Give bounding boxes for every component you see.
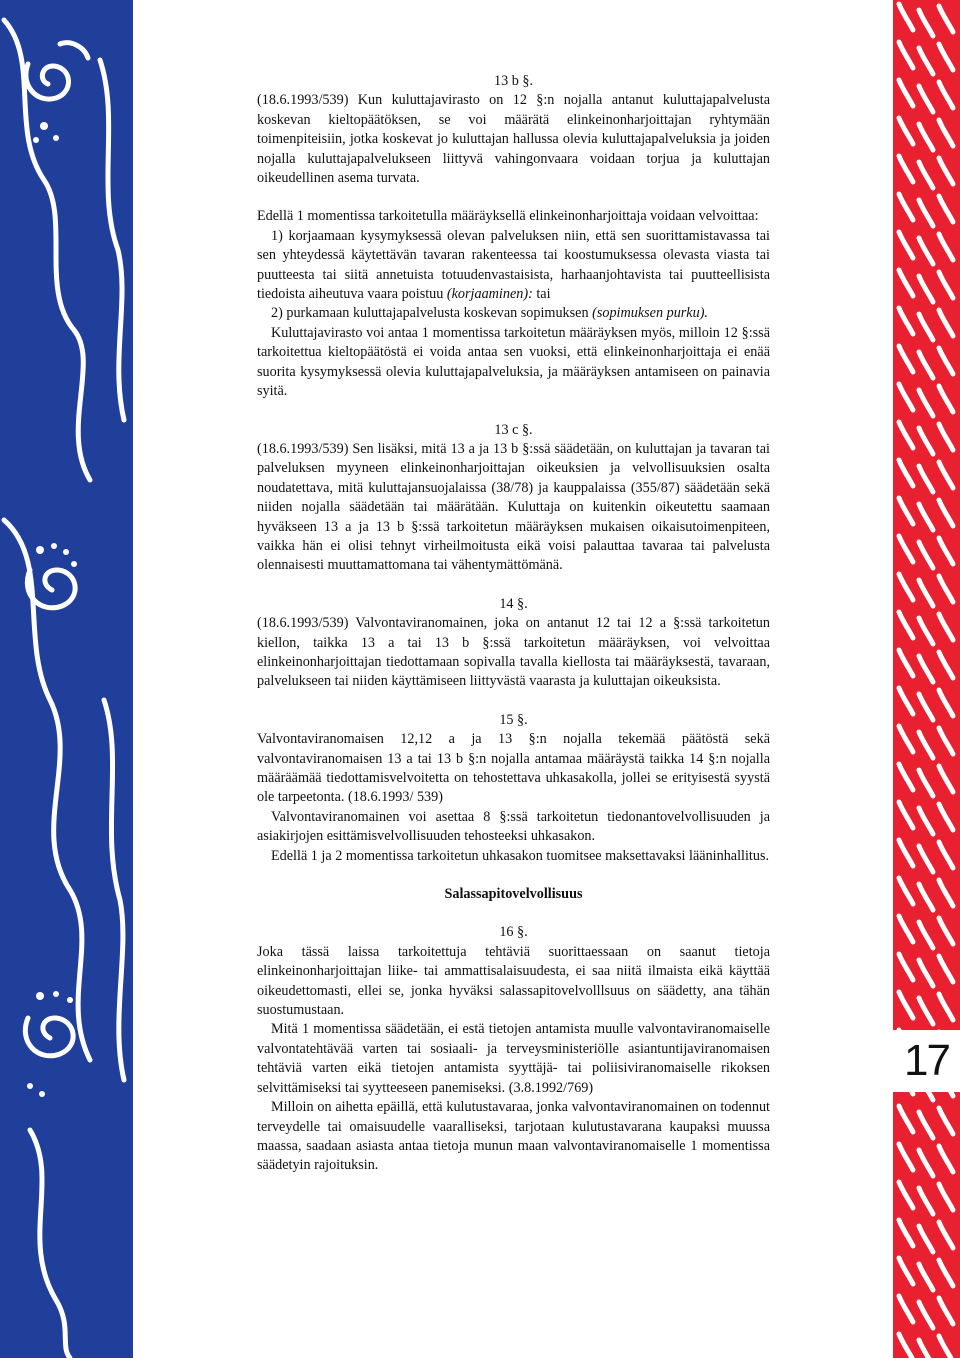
document-body (257, 72, 770, 1176)
stroke-mark (919, 1340, 933, 1358)
stroke-mark (939, 842, 953, 868)
stroke-mark (939, 348, 953, 374)
section-title-13b: 13 b §. (493, 73, 533, 89)
stroke-mark (919, 846, 933, 872)
stroke-mark (919, 542, 933, 568)
stroke-mark (919, 124, 933, 150)
stroke-mark (899, 1182, 913, 1208)
stroke-mark (899, 346, 913, 372)
stroke-mark (919, 1302, 933, 1328)
stroke-mark (899, 764, 913, 790)
stroke-mark (919, 162, 933, 188)
right-decorative-band (893, 0, 960, 1358)
stroke-mark (919, 86, 933, 112)
stroke-mark (939, 1298, 953, 1324)
stroke-mark (899, 232, 913, 258)
stroke-mark (899, 536, 913, 562)
stroke-mark (899, 422, 913, 448)
stroke-mark (919, 960, 933, 986)
stroke-mark (919, 732, 933, 758)
stroke-mark (899, 156, 913, 182)
section-title-16: 16 §. (499, 924, 528, 941)
stroke-mark (919, 884, 933, 910)
list-item (257, 304, 770, 323)
stroke-mark (939, 120, 953, 146)
stroke-mark (939, 880, 953, 906)
stroke-mark (899, 612, 913, 638)
stroke-mark (899, 1296, 913, 1322)
stroke-mark (899, 878, 913, 904)
paragraph: Kuluttajavirasto voi antaa 1 momentissa tarkoitetun määräyksen myös, milloin 12 §:ssä tarkoitettua kieltopäätöstä ei voida antaa sen vuoksi, että elinkeinonharjoittaja ei enää suorita kysymyksessä olevia kuluttajapalveluksia, ja määräyksen antamiseen on painavia syitä. (257, 324, 770, 400)
stroke-mark (899, 688, 913, 714)
stroke-mark (939, 6, 953, 32)
stroke-mark (939, 538, 953, 564)
stroke-mark (899, 1258, 913, 1284)
stroke-mark (939, 576, 953, 602)
stroke-mark (919, 656, 933, 682)
italic-term: (korjaaminen): (446, 286, 533, 303)
paragraph: (18.6.1993/539) Kun kuluttajavirasto on 12 §:n nojalla antanut kuluttajapalvelusta koskevan kieltopäätöksen, se voi määrätä elinkeinonharjoittajan ryhtymään toimenpiteisiin, jotka koskevat jo kuluttajan hallussa olevia kuluttajapalveluksia ja joiden nojalla kuluttajapalvelukseen liittyvä vahingonvaara voidaan torjua ja kuluttajan oikeudellinen asema turvata. (257, 92, 770, 187)
stroke-mark (919, 1188, 933, 1214)
paragraph: Edellä 1 momentissa tarkoitetulla määräyksellä elinkeinonharjoittaja voidaan velvoittaa: (257, 208, 759, 225)
stroke-mark (939, 690, 953, 716)
stroke-mark (939, 918, 953, 944)
paragraph: Edellä 1 ja 2 momentissa tarkoitetun uhkasakon tuomitsee maksettavaksi lääninhallitus. (271, 847, 770, 864)
stroke-mark (939, 1260, 953, 1286)
stroke-mark (939, 462, 953, 488)
stroke-mark (899, 726, 913, 752)
stroke-mark (899, 992, 913, 1018)
stroke-mark (919, 428, 933, 454)
stroke-mark (919, 580, 933, 606)
stroke-mark (899, 574, 913, 600)
paragraph: Mitä 1 momentissa säädetään, ei estä tietojen antamista muulle valvontaviranomaiselle valvontatehtävää varten tai sosiaali- ja terveysministeriölle asiantuntijaviranomaisen tehtäviä varten eikä tietojen antamista syyttäjä- tai poliisiviranomaiselle rikoksen selvittämiseksi tai syytteeseen panemiseksi. (3.8.1992/769) (257, 1021, 770, 1096)
stroke-mark (899, 42, 913, 68)
stroke-mark (899, 802, 913, 828)
left-decorative-band (0, 0, 133, 1358)
stroke-mark (919, 618, 933, 644)
section-heading: Salassapitovelvollisuus (444, 886, 583, 903)
stroke-mark (919, 694, 933, 720)
stroke-mark (899, 840, 913, 866)
stroke-mark (919, 390, 933, 416)
stroke-mark (899, 1144, 913, 1170)
stroke-mark (939, 82, 953, 108)
stroke-mark (939, 1336, 953, 1358)
stroke-mark (939, 234, 953, 260)
stroke-mark (919, 10, 933, 36)
stroke-mark (939, 994, 953, 1020)
swirl-ornaments-icon (0, 0, 133, 1358)
stroke-mark (919, 352, 933, 378)
stroke-mark (919, 1150, 933, 1176)
stroke-mark (899, 118, 913, 144)
stroke-mark (939, 386, 953, 412)
stroke-mark (899, 460, 913, 486)
stroke-mark (919, 1264, 933, 1290)
paragraph: Valvontaviranomaisen 12,12 a ja 13 §:n nojalla tekemää päätöstä sekä valvontaviranomaisen 13 a tai 13 b §:n nojalla antamaa määräystä taikka 14 §:n nojalla määräämää tiedottamisvelvoitetta on tehostettava uhkasakolla, jollei se erityisestä syystä ole tarpeetonta. (18.6.1993/ 539) (257, 731, 770, 806)
stroke-mark (919, 48, 933, 74)
stroke-mark (919, 922, 933, 948)
stroke-mark (899, 1220, 913, 1246)
stroke-mark (899, 194, 913, 220)
stroke-mark (899, 308, 913, 334)
stroke-mark (919, 504, 933, 530)
stroke-mark (939, 766, 953, 792)
stroke-mark (899, 270, 913, 296)
stroke-mark (939, 728, 953, 754)
stroke-mark (899, 650, 913, 676)
paragraph: (18.6.1993/539) Sen lisäksi, mitä 13 a ja 13 b §:ssä säädetään, on kuluttajan ja tavaran tai palveluksen myyneen elinkeinonharjoittajan oikeuksien ja velvollisuuksien osalta noudatettava, mitä kuluttajansuojalaissa (38/78) ja kauppalaissa (355/87) säädetään sekä niiden nojalla säädetään tai määrätään. Kuluttaja on kuitenkin oikeutettu saamaan hyväkseen 13 a ja 13 b §:ssä tarkoitetun määräyksen mukaisen oikaisutoimenpiteen, vaikka hän ei olisi tehnyt virheilmoitusta eikä voisi palauttaa tavaraa tai palvelusta olennaisesti muuttamattomana tai vähentymättömänä. (257, 440, 770, 574)
stroke-mark (899, 1106, 913, 1132)
stroke-mark (939, 44, 953, 70)
stroke-mark (919, 770, 933, 796)
stroke-mark (919, 1112, 933, 1138)
stroke-mark (899, 384, 913, 410)
page-number: 17 (893, 1030, 960, 1092)
stroke-mark (939, 956, 953, 982)
stroke-mark (919, 238, 933, 264)
stroke-mark (939, 500, 953, 526)
italic-term: (sopimuksen purku). (592, 305, 708, 322)
list-item-text: 1) korjaamaan kysymyksessä olevan palveluksen niin, että sen suorittamistavassa tai sen yhteydessä käytettävän tavaran rakenteessa tai koostumuksessa olevasta viasta tai puutteesta tai siitä annetuista totuudenvastaisista, harhaanjohtavista tai puutteellisista tiedoista aiheutuva vaara poistuu (257, 227, 770, 303)
diagonal-stroke-pattern-icon (893, 0, 960, 1358)
stroke-mark (919, 808, 933, 834)
stroke-mark (939, 652, 953, 678)
stroke-mark (899, 954, 913, 980)
stroke-mark (939, 1184, 953, 1210)
paragraph: Joka tässä laissa tarkoitettuja tehtäviä suorittaessaan on saanut tietoja elinkeinonharjoittajan liike- tai ammattisalaisuudesta, ei saa niitä ilmaista eikä käyttää oikeudettomasti, ellei se, jonka hyväksi salassapitovelvolllsuus on säädetty, ana tähän suostumustaan. (257, 943, 770, 1019)
stroke-mark (939, 1222, 953, 1248)
stroke-mark (919, 466, 933, 492)
paragraph: (18.6.1993/539) Valvontaviranomainen, joka on antanut 12 tai 12 a §:ssä tarkoitetun kiellon, taikka 13 a tai 13 b §:ssä tarkoitetun määräyksen, voi velvoittaa elinkeinonharjoittajan tiedottamaan sopivalla tavalla kiellosta tai määräyksestä, tavaraan, palvelukseen tai niiden käyttämiseen liittyvästä vaarasta ja kuluttajan oikeuksista. (257, 615, 770, 690)
section-title-15: 15 §. (499, 711, 528, 728)
stroke-mark (939, 1108, 953, 1134)
list-item-text: 2) purkamaan kuluttajapalvelusta koskevan sopimuksen (271, 305, 589, 322)
paragraph: Milloin on aihetta epäillä, että kulutustavaraa, jonka valvontaviranomainen on todennut terveydelle tai omaisuudelle vaaralliseksi, tarjotaan kulutustavarana kaupaksi muussa maassa, saadaan asiasta antaa tietoja munun maan valvontaviranomaiselle 1 momentissa säädetyin rajoituksin. (257, 1099, 770, 1174)
stroke-mark (919, 314, 933, 340)
list-item (257, 227, 770, 305)
section-title-13c: 13 c §. (494, 421, 533, 438)
stroke-mark (939, 196, 953, 222)
stroke-mark (899, 1334, 913, 1358)
list-item-end: tai (536, 286, 551, 303)
paragraph: Valvontaviranomainen voi asettaa 8 §:ssä tarkoitetun tiedonantovelvollisuuden ja asiakirjojen esittämisvelvollisuuden tehosteeksi uhkasakon. (257, 808, 770, 845)
stroke-mark (899, 498, 913, 524)
stroke-mark (939, 424, 953, 450)
section-title-14: 14 §. (499, 595, 528, 612)
stroke-mark (899, 80, 913, 106)
stroke-mark (899, 4, 913, 30)
stroke-mark (939, 614, 953, 640)
stroke-mark (919, 1226, 933, 1252)
stroke-mark (939, 310, 953, 336)
stroke-mark (939, 804, 953, 830)
stroke-mark (919, 200, 933, 226)
stroke-mark (939, 158, 953, 184)
stroke-mark (939, 1146, 953, 1172)
stroke-mark (919, 998, 933, 1024)
stroke-mark (939, 272, 953, 298)
stroke-mark (899, 916, 913, 942)
stroke-mark (919, 276, 933, 302)
